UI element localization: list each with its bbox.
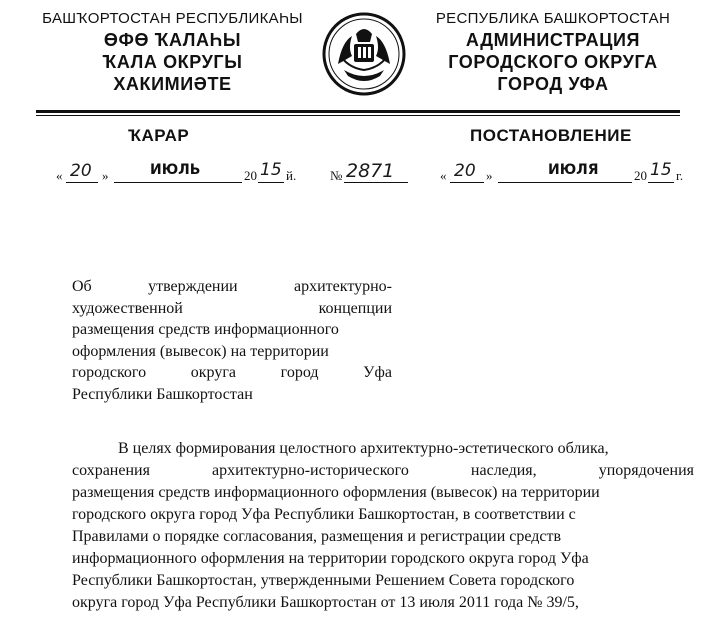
document-title: [72, 276, 392, 405]
coat-of-arms-emblem: [322, 12, 406, 96]
date-left-month: ИЮЛЬ: [150, 162, 201, 178]
date-left-close-quote: »: [102, 168, 109, 183]
date-right-year-prefix: 20: [634, 168, 647, 183]
org-line-2-bashkir: ҠАЛА ОКРУГЫ: [102, 52, 243, 72]
doc-number-label: №: [330, 168, 343, 183]
date-right-month: ИЮЛЯ: [548, 162, 599, 178]
doc-type-russian: ПОСТАНОВЛЕНИЕ: [470, 126, 632, 145]
emblem-icon: [322, 12, 406, 96]
header-right: [412, 10, 694, 95]
date-right-year-word: г.: [676, 168, 684, 183]
date-left: [46, 160, 306, 190]
date-left-year-suffix: 15: [260, 160, 282, 180]
doc-number-underline: [344, 182, 408, 183]
date-right-day-underline: [450, 182, 484, 183]
body-line-3: размещения средств информационного оформления (вывесок) на территории: [72, 484, 600, 501]
date-left-open-quote: «: [56, 168, 63, 183]
org-line-3-bashkir: ХАКИМИӘТЕ: [113, 74, 232, 94]
header-rule-thick: [36, 110, 680, 113]
title-line-4: оформления (вывесок) на территории: [72, 342, 329, 360]
date-right-open-quote: «: [440, 168, 447, 183]
title-line-5: городского округа город Уфа: [72, 364, 392, 381]
date-right-close-quote: »: [486, 168, 493, 183]
body-line-2: сохранения архитектурно-исторического наследия, упорядочения: [72, 462, 694, 479]
body-line-4: городского округа город Уфа Республики Башкортостан, в соответствии с: [72, 506, 576, 523]
title-line-1: Об утверждении архитектурно-: [72, 278, 392, 295]
date-left-day: 20: [70, 161, 92, 181]
body-line-7: Республики Башкортостан, утвержденными Решением Совета городского: [72, 572, 575, 589]
body-line-6: информационного оформления на территории городского округа город Уфа: [72, 550, 589, 567]
doc-number: [330, 160, 420, 190]
date-left-month-underline: [114, 182, 242, 183]
body-paragraph: [72, 438, 694, 614]
body-line-8: округа город Уфа Республики Башкортостан от 13 июля 2011 года № 39/5,: [72, 594, 579, 611]
doc-number-value: 2871: [346, 160, 395, 182]
title-line-2: художественной концепции: [72, 299, 392, 317]
date-right-day: 20: [454, 161, 476, 181]
date-right: [440, 160, 700, 190]
republic-name-russian: РЕСПУБЛИКА БАШКОРТОСТАН: [435, 10, 671, 27]
header-rule-thin: [36, 115, 680, 116]
title-line-3: размещения средств информационного: [72, 321, 339, 338]
date-left-year-underline: [258, 182, 284, 183]
date-right-year-underline: [648, 182, 674, 183]
date-left-day-underline: [66, 182, 98, 183]
date-left-year-prefix: 20: [244, 168, 257, 183]
header-left: [30, 10, 315, 95]
body-line-5: Правилами о порядке согласования, размещения и регистрации средств: [72, 528, 562, 545]
org-line-1-bashkir: ӨФӨ ҠАЛАҺЫ: [103, 30, 242, 50]
org-line-3-russian: ГОРОД УФА: [497, 74, 609, 94]
title-line-6: Республики Башкортостан: [72, 385, 253, 403]
org-line-1-russian: АДМИНИСТРАЦИЯ: [465, 30, 641, 50]
republic-name-bashkir: БАШҠОРТОСТАН РЕСПУБЛИКАҺЫ: [42, 10, 303, 27]
date-right-month-underline: [498, 182, 632, 183]
org-line-2-russian: ГОРОДСКОГО ОКРУГА: [448, 52, 658, 72]
body-line-1: В целях формирования целостного архитектурно-эстетического облика,: [118, 440, 609, 457]
date-right-year-suffix: 15: [650, 160, 672, 180]
date-left-year-word: й.: [286, 168, 297, 183]
doc-type-bashkir: ҠАРАР: [128, 126, 190, 145]
